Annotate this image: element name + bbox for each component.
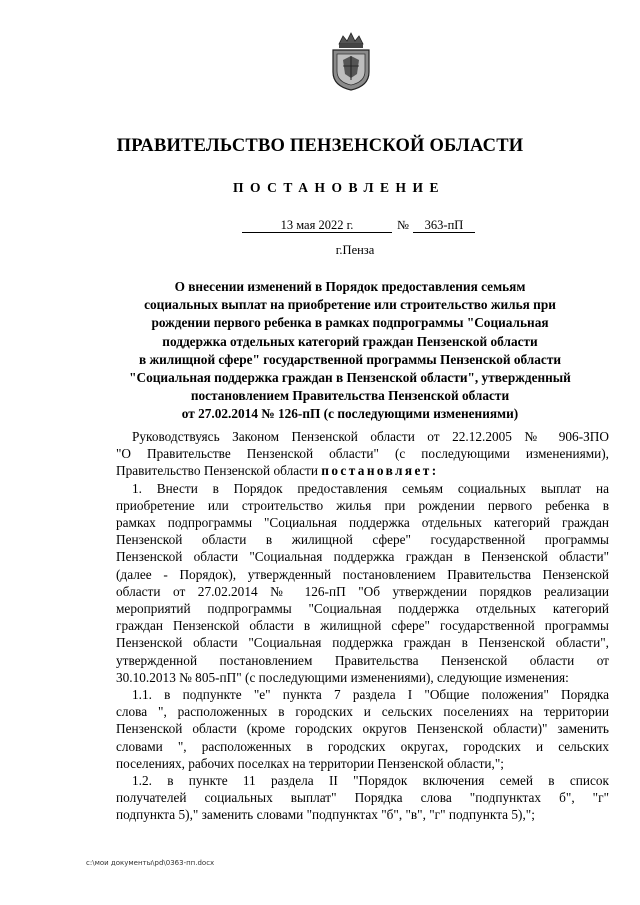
text-line: слова ", расположенных в городских и сельских поселениях на территории (116, 704, 609, 720)
text-line: области от 27.02.2014 № 126-пП "Об утверждении порядков реализации (116, 583, 609, 599)
document-city: г.Пенза (335, 243, 375, 257)
text-line: получателей социальных выплат" Порядка слова "подпунктах б", "г" (116, 790, 609, 806)
document-body (116, 428, 609, 824)
text-line: поселениях, рабочих поселках на территории Пензенской области,"; (116, 755, 504, 771)
text-line: 1.2. в пункте 11 раздела II "Порядок включения семей в список (132, 773, 609, 789)
text-line: "О Правительстве Пензенской области" (с последующими изменениями), (116, 446, 609, 462)
subject-line: в жилищной сфере" государственной программы Пензенской области (138, 351, 562, 367)
text-line: Руководствуясь Законом Пензенской области от 22.12.2005 № 906-ЗПО (132, 429, 609, 444)
document-date: 13 мая 2022 г. (242, 218, 392, 233)
text-line: 30.10.2013 № 805-пП" (с последующими изменениями), следующие изменения: (116, 669, 569, 685)
text-line: Правительство Пензенской области (116, 463, 322, 479)
subject-line: от 27.02.2014 № 126-пП (с последующими изменениями) (181, 406, 519, 422)
number-sign: № (397, 218, 409, 232)
paragraph-1 (116, 480, 609, 686)
text-line: (далее - Порядок), утвержденный постановлением Правительства Пензенской (116, 566, 609, 582)
document-subject (95, 278, 605, 424)
text-line: утвержденной постановлением Правительства Пензенской области от (116, 652, 609, 668)
text-line: Пензенской области "Социальная поддержка граждан в Пензенской области" (116, 549, 609, 565)
text-line: 1.1. в подпункте "е" пункта 7 раздела I "Общие положения" Порядка (132, 687, 609, 703)
paragraph-1-2 (116, 772, 609, 824)
subject-line: социальных выплат на приобретение или строительство жилья при (144, 297, 556, 313)
text-line: словами ", расположенных в городских округах, городских и сельских (116, 738, 609, 754)
text-line: Пензенской области в жилищной сфере" государственной программы (116, 532, 609, 548)
paragraph-1-1 (116, 686, 609, 772)
file-path-footer: c:\мои документы\pd\0363-пп.docx (86, 859, 215, 867)
subject-line: рождении первого ребенка в рамках подпрограммы "Социальная (151, 315, 549, 331)
text-line: Пензенской области (кроме городских округов Пензенской области)" заменить (116, 721, 609, 737)
intro-paragraph (116, 428, 609, 480)
text-line: 1. Внести в Порядок предоставления семьям социальных выплат на (132, 480, 609, 496)
subject-line: поддержка отдельных категорий граждан Пензенской области (162, 333, 538, 349)
text-line-with-keyword (116, 462, 609, 479)
text-line: подпункта 5)," заменить словами "подпунктах "б", "в", "г" подпункта 5),"; (116, 807, 535, 823)
text-line: рамках подпрограммы "Социальная поддержка отдельных категорий граждан (116, 515, 609, 531)
text-line: приобретение или строительство жилья при рождении первого ребенка в (116, 497, 609, 513)
text-line: мероприятий подпрограммы "Социальная поддержка отдельных категорий (116, 601, 609, 617)
text-line: Пензенской области "Социальная поддержка граждан в Пензенской области", (116, 635, 609, 651)
subject-line: О внесении изменений в Порядок предоставления семьям (174, 279, 526, 294)
resolution-keyword: постановляет: (321, 463, 439, 479)
document-type: ПОСТАНОВЛЕНИЕ (232, 180, 446, 195)
subject-line: постановлением Правительства Пензенской области (190, 388, 510, 404)
text-line: граждан Пензенской области в жилищной сфере" государственной программы (116, 618, 609, 634)
document-number: 363-пП (413, 218, 475, 233)
subject-line: "Социальная поддержка граждан в Пензенской области", утвержденный (129, 370, 571, 386)
government-title: ПРАВИТЕЛЬСТВО ПЕНЗЕНСКОЙ ОБЛАСТИ (116, 136, 524, 156)
coat-of-arms-icon (329, 30, 373, 92)
